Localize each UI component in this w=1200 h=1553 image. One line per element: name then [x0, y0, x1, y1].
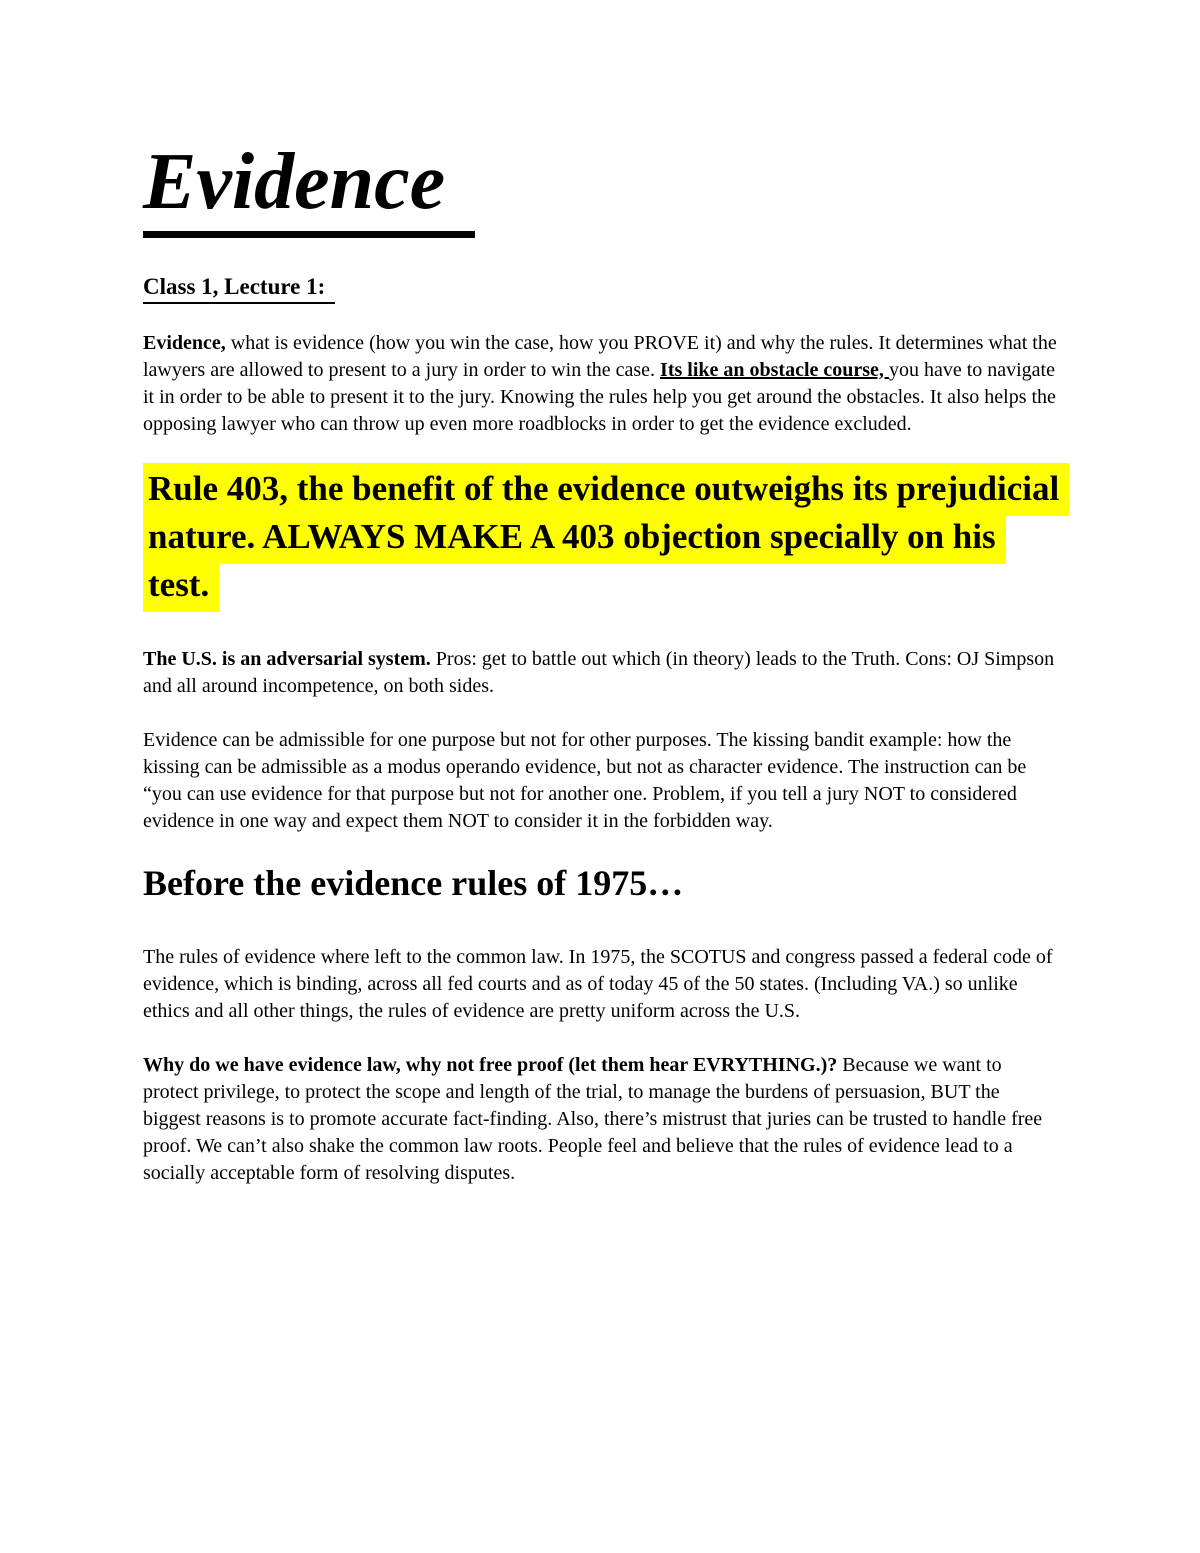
text-segment: The rules of evidence where left to the common law. In 1975, the SCOTUS and congress passed a federal code of evidence, which is binding, across all fed courts and as of today 45 of the 50 states. (Including VA.) so unlike ethics and all other things, the rules of evidence are pretty uniform across the U.S. [143, 945, 1053, 1022]
text-segment: you have to navigate it in order to be able to present it to the jury. Knowing the rules help you get around the obstacles. It also helps the opposing lawyer who can throw up even more roadblocks in order to get the evidence excluded. [143, 358, 1056, 435]
text-segment: The U.S. is an adversarial system. [143, 647, 431, 670]
paragraph-why-evidence-law [143, 1052, 1062, 1187]
text-segment: Before the evidence rules of 1975… [143, 862, 684, 903]
paragraph-admissibility-purpose [143, 727, 1062, 835]
text-segment: what is evidence (how you win the case, how you PROVE it) and why the rules. It determines what the lawyers are allowed to present to a jury in order to win the case. [143, 331, 1057, 381]
text-segment: Pros: get to battle out which (in theory) leads to the Truth. Cons: OJ Simpson and all around incompetence, on both sides. [143, 647, 1055, 697]
text-segment: Evidence, [143, 331, 226, 354]
text-segment: Its like an obstacle course, [660, 358, 889, 381]
paragraph-evidence-intro [143, 330, 1062, 438]
text-segment: Rule 403, the benefit of the evidence outweighs its prejudicial nature. ALWAYS MAKE A 403 objection specially on his test. [143, 463, 1069, 612]
rule-403-highlight-note [143, 465, 1062, 609]
document-title [143, 138, 1062, 238]
text-segment: Because we want to protect privilege, to protect the scope and length of the trial, to manage the burdens of persuasion, BUT the biggest reasons is to promote accurate fact-finding. Also, there’s mistrust that juries can be trusted to handle free proof. We can’t also shake the common law roots. People feel and believe that the rules of evidence lead to a socially acceptable form of resolving disputes. [143, 1053, 1043, 1184]
paragraph-adversarial-system [143, 646, 1062, 700]
paragraph-common-law-history [143, 944, 1062, 1025]
text-segment: Why do we have evidence law, why not free proof (let them hear EVRYTHING.)? [143, 1053, 838, 1076]
lecture-subtitle-text: Class 1, Lecture 1: [143, 273, 335, 304]
section-heading-before-1975 [143, 862, 1062, 905]
text-segment: Evidence can be admissible for one purpose but not for other purposes. The kissing bandit example: how the kissing can be admissible as a modus operando evidence, but not as character evidence. The instruction can be “you can use evidence for that purpose but not for another one. Problem, if you tell a jury NOT to considered evidence in one way and expect them NOT to consider it in the forbidden way. [143, 728, 1027, 832]
document-title-text: Evidence [143, 142, 475, 238]
lecture-subtitle [143, 273, 1062, 304]
